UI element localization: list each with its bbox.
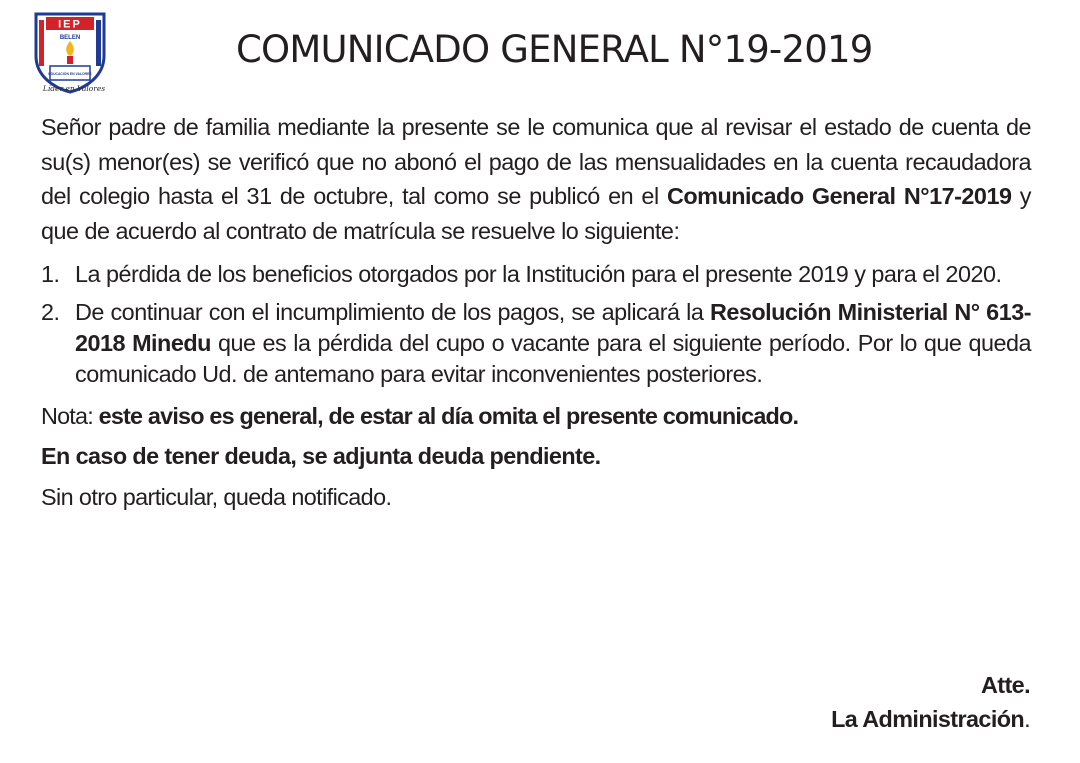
list-item — [41, 259, 1031, 290]
logo-acronym: IEP — [58, 18, 82, 31]
signature-greeting: Atte. — [981, 672, 1030, 698]
signature-name: La Administración — [831, 706, 1025, 732]
list-item-number: 1. — [41, 261, 60, 287]
page-title: COMUNICADO GENERAL N°19-2019 — [236, 28, 873, 71]
letter-body — [41, 110, 1031, 517]
list-item-number: 2. — [41, 299, 60, 325]
signature-block — [831, 668, 1030, 736]
school-logo — [28, 12, 112, 108]
logo-right-band — [96, 20, 101, 66]
list-item-text: De continuar con el incumplimiento de los pagos, se aplicará la — [75, 299, 710, 325]
logo-left-band — [39, 20, 44, 66]
list-item-text: La pérdida de los beneficios otorgados por la Institución para el presente 2019 y para el 2020. — [75, 261, 1002, 287]
logo-banner-text: EDUCACIÓN EN VALORES — [48, 72, 92, 76]
school-crest-icon — [28, 12, 112, 94]
note-line — [41, 397, 1031, 435]
torch-icon — [67, 56, 73, 64]
logo-school-name: BELEN — [59, 35, 81, 41]
signature-period: . — [1024, 706, 1030, 732]
signature-line — [831, 702, 1030, 736]
closing-line: Sin otro particular, queda notificado. — [41, 484, 392, 510]
note-label: Nota: — [41, 403, 99, 429]
intro-text-2: y que de acuerdo al contrato de matrícula se resuelve lo siguiente: — [41, 183, 1031, 244]
list-item-bold: Resolución Ministerial N° 613-2018 Minedu — [75, 299, 1032, 356]
resolution-list — [41, 259, 1031, 390]
debt-notice: En caso de tener deuda, se adjunta deuda pendiente. — [41, 443, 601, 469]
list-item-text-2: que es la pérdida del cupo o vacante para el siguiente período. Por lo que queda comunicado Ud. de antemano para evitar inconvenientes posteriores. — [75, 330, 1031, 387]
intro-bold-reference: Comunicado General N°17-2019 — [666, 183, 1012, 209]
list-item — [41, 297, 1031, 390]
intro-paragraph — [41, 110, 1031, 248]
note-text: este aviso es general, de estar al día omita el presente comunicado. — [98, 403, 799, 429]
intro-text-1: Señor padre de familia mediante la presente se le comunica que al revisar el estado de cuenta de su(s) menor(es) se verificó que no abonó el pago de las mensualidades en la cuenta recaudadora del colegio hasta el 31 de octubre, tal como se publicó en el — [41, 114, 1031, 209]
logo-motto: Líder en Valores — [42, 84, 106, 93]
